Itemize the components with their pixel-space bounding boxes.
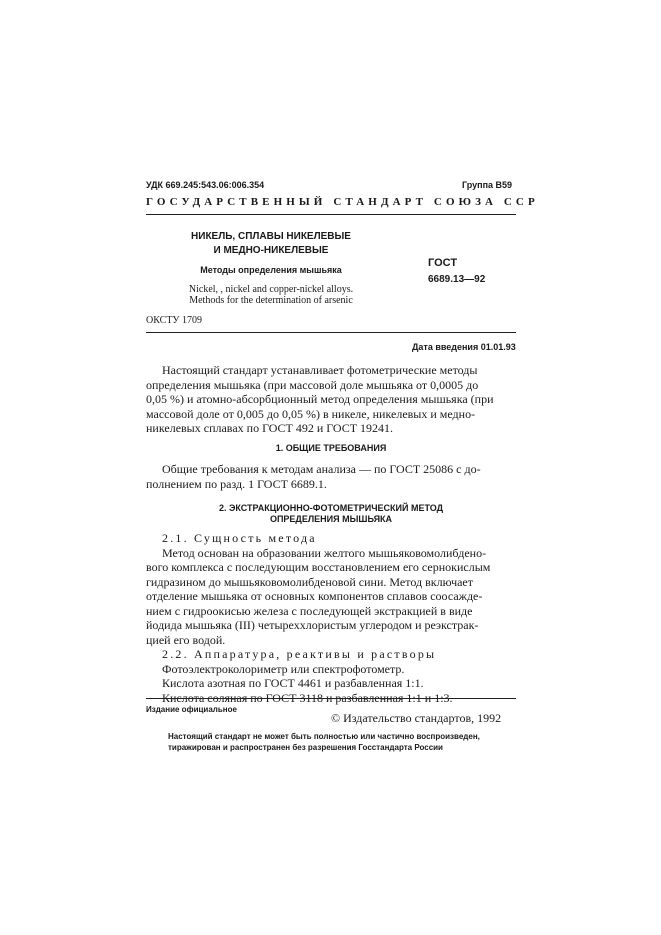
apparatus-line: Кислота азотная по ГОСТ 4461 и разбавленная 1:1.	[162, 676, 424, 690]
section1-line: полнением по разд. 1 ГОСТ 6689.1.	[146, 476, 327, 491]
essence-line: отделение мышьяка от основных компонентов сплавов соосажде-	[146, 589, 483, 603]
reproduction-notice-line1: Настоящий стандарт не может быть полностью или частично воспроизведен,	[168, 732, 480, 741]
title-en-line2: Methods for the determination of arsenic	[189, 295, 353, 306]
header-rule	[146, 214, 516, 215]
essence-line: нием с гидроокисью железа с последующей экстракцией в виде	[146, 603, 473, 618]
title-ru-line1: НИКЕЛЬ, СПЛАВЫ НИКЕЛЕВЫЕ	[191, 231, 351, 242]
section1-heading: 1. ОБЩИЕ ТРЕБОВАНИЯ	[275, 443, 387, 453]
title-en-line1: Nickel, , nickel and copper-nickel alloys.	[188, 284, 354, 295]
essence-line: йодида мышьяка (III) четыреххлористым углеродом и реэкстрак-	[146, 618, 479, 632]
footer-rule	[146, 698, 516, 699]
section1-line: Общие требования к методам анализа — по ГОСТ 25086 с до-	[162, 462, 481, 476]
intro-line: Настоящий стандарт устанавливает фотометрические методы	[162, 363, 478, 377]
title-ru-line2: И МЕДНО-НИКЕЛЕВЫЕ	[213, 245, 329, 256]
subtitle-ru: Методы определения мышьяка	[200, 265, 342, 275]
essence-line: гидразином до мышьяковомолибденовой сини. Метод включает	[146, 574, 474, 589]
subsection-apparatus-heading: 2.2. Аппаратура, реактивы и растворы	[162, 647, 437, 661]
intro-line: 0,05 %) и атомно-абсорбционный метод определения мышьяка (при	[146, 392, 494, 406]
section1-paragraph	[146, 462, 516, 491]
copyright-notice: © Издательство стандартов, 1992	[331, 711, 502, 725]
udk-code: УДК 669.245:543.06:006.354	[146, 180, 265, 190]
okstu-code: ОКСТУ 1709	[146, 315, 203, 326]
essence-line: вого комплекса с последующим восстановлением его сернокислым	[146, 560, 491, 574]
section2-body	[146, 531, 516, 705]
intro-line: никелевых сплавах по ГОСТ 492 и ГОСТ 19241.	[146, 421, 394, 435]
essence-line: Метод основан на образовании желтого мышьяковомолибдено-	[162, 545, 487, 560]
intro-paragraph	[146, 363, 516, 436]
intro-line: массовой доле от 0,005 до 0,05 %) в никеле, никелевых и медно-	[146, 406, 476, 421]
reproduction-notice-line2: тиражирован и распространен без разрешения Госстандарта России	[168, 743, 443, 752]
apparatus-line: Кислота соляная по ГОСТ 3118 и разбавленная 1:1 и 1:3.	[162, 690, 453, 705]
state-standard-heading: ГОСУДАРСТВЕННЫЙ СТАНДАРТ СОЮЗА ССР	[146, 196, 539, 208]
apparatus-line: Фотоэлектроколориметр или спектрофотометр.	[162, 661, 405, 676]
introduction-date: Дата введения 01.01.93	[412, 342, 516, 352]
gost-number: 6689.13—92	[428, 274, 486, 285]
intro-line: определения мышьяка (при массовой доле мышьяка от 0,0005 до	[146, 377, 479, 392]
gost-label: ГОСТ	[428, 257, 458, 269]
essence-line: цией его водой.	[146, 632, 226, 647]
section2-heading-line1: 2. ЭКСТРАКЦИОННО-ФОТОМЕТРИЧЕСКИЙ МЕТОД	[218, 503, 444, 513]
section2-heading-line2: ОПРЕДЕЛЕНИЯ МЫШЬЯКА	[269, 514, 393, 524]
subsection-essence-heading: 2.1. Сущность метода	[162, 531, 317, 545]
group-code: Группа В59	[462, 180, 513, 190]
official-edition-label: Издание официальное	[146, 705, 237, 714]
title-rule	[146, 332, 516, 333]
